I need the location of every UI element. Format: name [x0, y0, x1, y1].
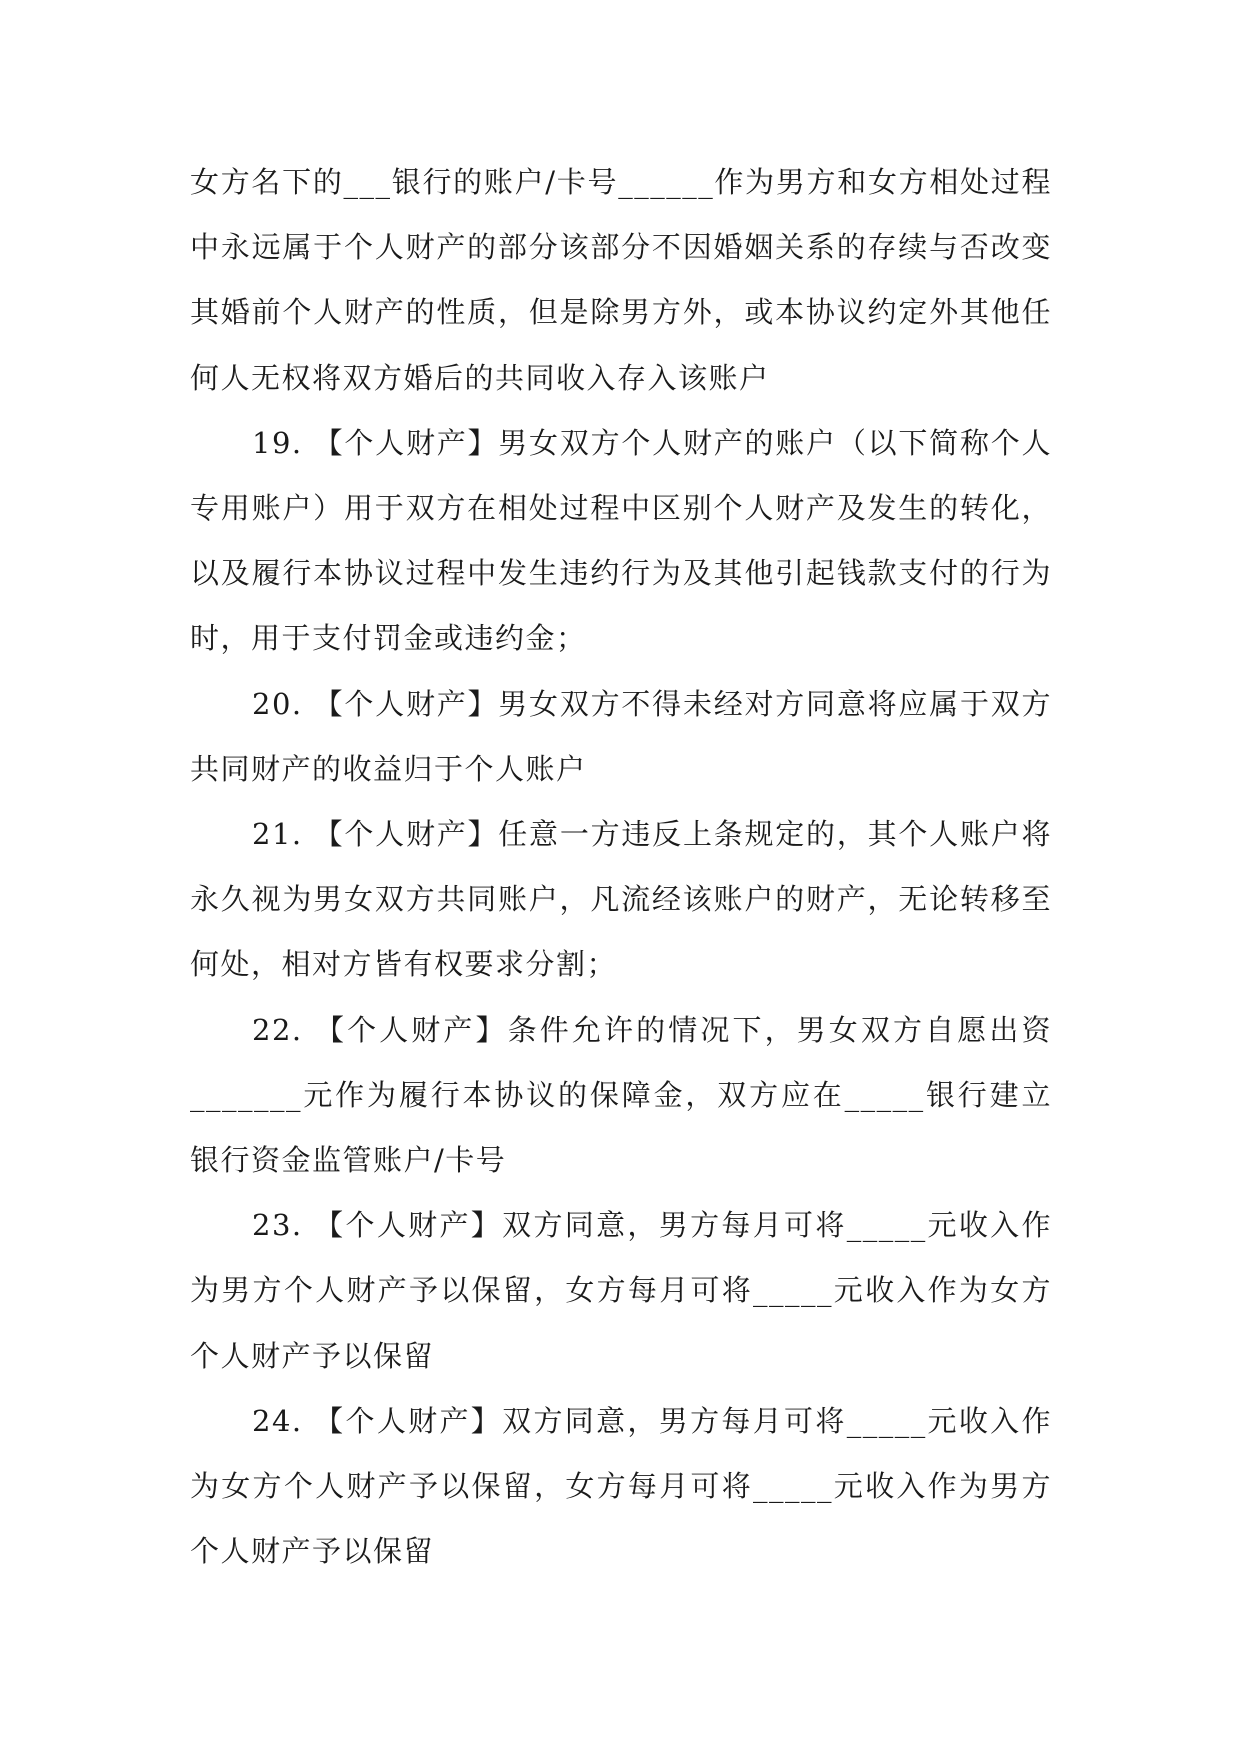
clause-21: 21. 【个人财产】任意一方违反上条规定的，其个人账户将永久视为男女双方共同账户，凡流经该账户的财产，无论转移至何处，相对方皆有权要求分割；	[190, 817, 1052, 982]
clause-19: 19. 【个人财产】男女双方个人财产的账户（以下简称个人专用账户）用于双方在相处过程中区别个人财产及发生的转化，以及履行本协议过程中发生违约行为及其他引起钱款支付的行为时，用于支付罚金或违约金；	[190, 425, 1052, 656]
clause-22: 22. 【个人财产】条件允许的情况下，男女双方自愿出资_______元作为履行本协议的保障金，双方应在_____银行建立银行资金监管账户/卡号	[190, 1012, 1052, 1178]
clause-24: 24. 【个人财产】双方同意，男方每月可将_____元收入作为女方个人财产予以保留，女方每月可将_____元收入作为男方个人财产予以保留	[190, 1403, 1052, 1569]
clause-20: 20. 【个人财产】男女双方不得未经对方同意将应属于双方共同财产的收益归于个人账户	[190, 686, 1052, 786]
paragraph-continuation: 女方名下的___银行的账户/卡号______作为男方和女方相处过程中永远属于个人财产的部分该部分不因婚姻关系的存续与否改变其婚前个人财产的性质，但是除男方外，或本协议约定外其他任何人无权将双方婚后的共同收入存入该账户	[190, 165, 1052, 395]
document-page	[190, 150, 1052, 1584]
clause-23: 23. 【个人财产】双方同意，男方每月可将_____元收入作为男方个人财产予以保留，女方每月可将_____元收入作为女方个人财产予以保留	[190, 1208, 1052, 1373]
